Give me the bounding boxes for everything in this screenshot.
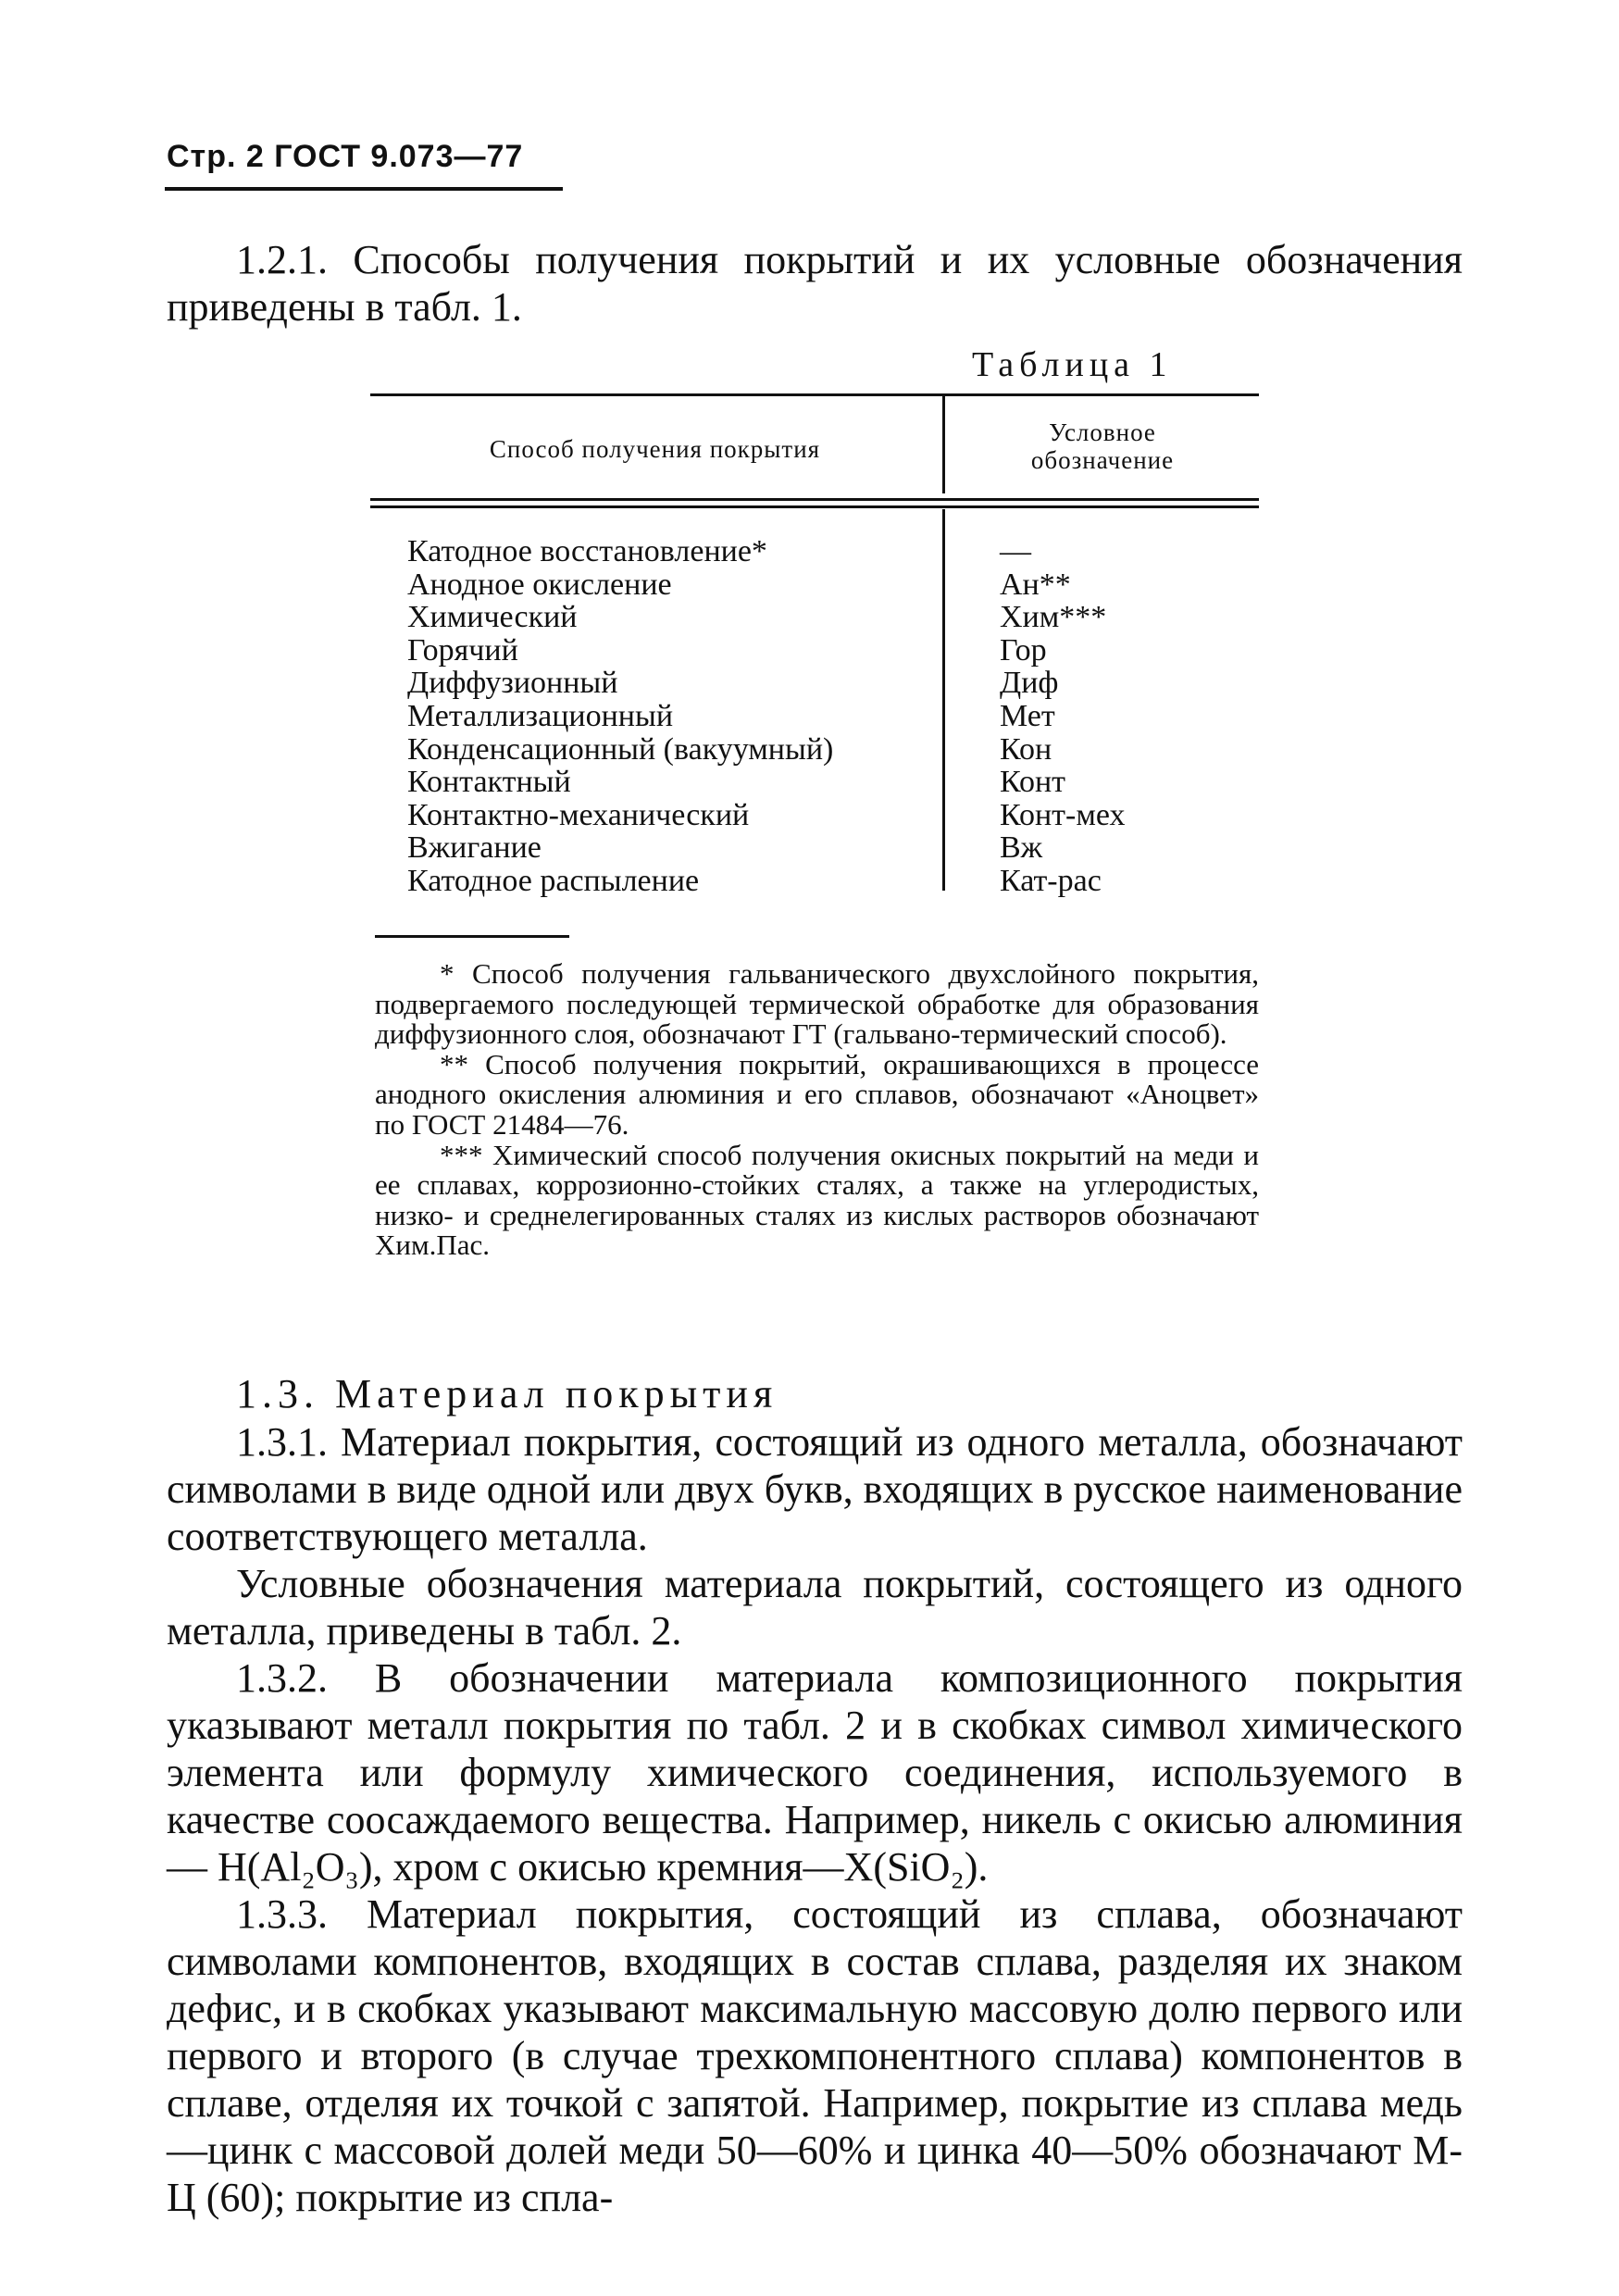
table-top-rule [370,393,1259,396]
table-row-code: Гор [1000,632,1047,668]
table-row-method: Диффузионный [407,666,618,701]
table-row-code: Мет [1000,698,1055,733]
footnote-rule [375,935,569,938]
page-header: Стр. 2 ГОСТ 9.073—77 [167,139,524,174]
table-body-divider [942,509,945,891]
table-row-method: Контактно-механический [407,797,750,832]
table-row-method: Катодное восстановление* [407,534,767,568]
table-header-rule-2 [370,505,1259,508]
table-col1-header: Способ получения покрытия [489,435,821,463]
paragraph-1-3-3: 1.3.3. Материал покрытия, состоящий из сплава, обозначают символами компонентов, входящих в состав сплава, разделяя их знаком дефис, и в скобках указывают максимальную массовую долю первого или первого и второго (в случае трехкомпонентного сплава) компонентов в сплаве, отделяя их точкой с запятой. Например, покрытие из сплава медь—цинк с массовой долей меди 50—60% и цинка 40—50% обозначают М-Ц (60); покрытие из спла- [167,1891,1463,2220]
table-row-code: Конт [1000,765,1066,800]
table-row-code: — [1000,534,1031,568]
paragraph-1-3-1: 1.3.1. Материал покрытия, состоящий из одного металла, обозначают символами в виде одной или двух букв, входящих в русское наименование соответствующего металла. [167,1419,1463,1559]
table-row-method: Анодное окисление [407,567,672,602]
table-row-code: Диф [1000,666,1059,701]
footnote-1: * Способ получения гальванического двухслойного покрытия, подвергаемого последующей термической обработке для образования диффузионного слоя, обозначают ГТ (гальвано-термический способ). [375,957,1259,1051]
table-row-code: Ан** [1000,567,1071,602]
table-row-method: Вжигание [407,830,542,866]
header-rule [165,187,563,191]
table-header-divider [942,396,945,493]
table-row-method: Металлизационный [407,698,674,733]
footnote-3: *** Химический способ получения окисных покрытий на меди и ее сплавах, коррозионно-стойких сталях, а также на углеродистых, низко- и среднелегированных сталях из кислых растворов обозначают Хим.Пас. [375,1138,1259,1262]
table-methods-column [407,535,833,898]
table-row-code: Хим*** [1000,600,1107,635]
table-codes-column [1000,535,1126,898]
table-col2-header-line2: обозначение [1030,446,1175,474]
footnotes [375,959,1259,1261]
table-header-rule-1 [370,498,1259,501]
table-row-code: Вж [1000,830,1043,866]
table-col2-header-line1: Условное [1049,418,1156,446]
table-row-method: Конденсационный (вакуумный) [407,731,834,767]
intro-paragraph: 1.2.1. Способы получения покрытий и их условные обозначения приведены в табл. 1. [167,237,1463,330]
table-row-method: Химический [407,600,578,635]
paragraph-1-3-1b: Условные обозначения материала покрытий, состоящего из одного металла, приведены в табл. 2. [167,1561,1463,1653]
table-row-code: Кон [1000,731,1052,767]
table-row-method: Контактный [407,765,571,800]
table-col2-header [946,418,1259,474]
table-row-method: Горячий [407,632,518,668]
table-row-code: Конт-мех [1000,797,1126,832]
paragraph-1-3-2: 1.3.2. В обозначении материала композиционного покрытия указывают металл покрытия по табл. 2 и в скобках символ химического элемента или формулу химического соединения, используемого в качестве соосаждаемого вещества. Например, никель с окисью алюминия — Н(Al₂O₃), хром с окисью кремния—Х(SiO₂). [167,1655,1463,1890]
table-row-method: Катодное распыление [407,863,700,898]
footnote-2: ** Способ получения покрытий, окрашивающихся в процессе анодного окисления алюминия и его сплавов, обозначают «Аноцвет» по ГОСТ 21484—76. [375,1047,1259,1141]
section-heading: 1.3. Материал покрытия [236,1371,778,1416]
table-title: Таблица 1 [972,345,1173,384]
table-row-code: Кат-рас [1000,863,1102,898]
